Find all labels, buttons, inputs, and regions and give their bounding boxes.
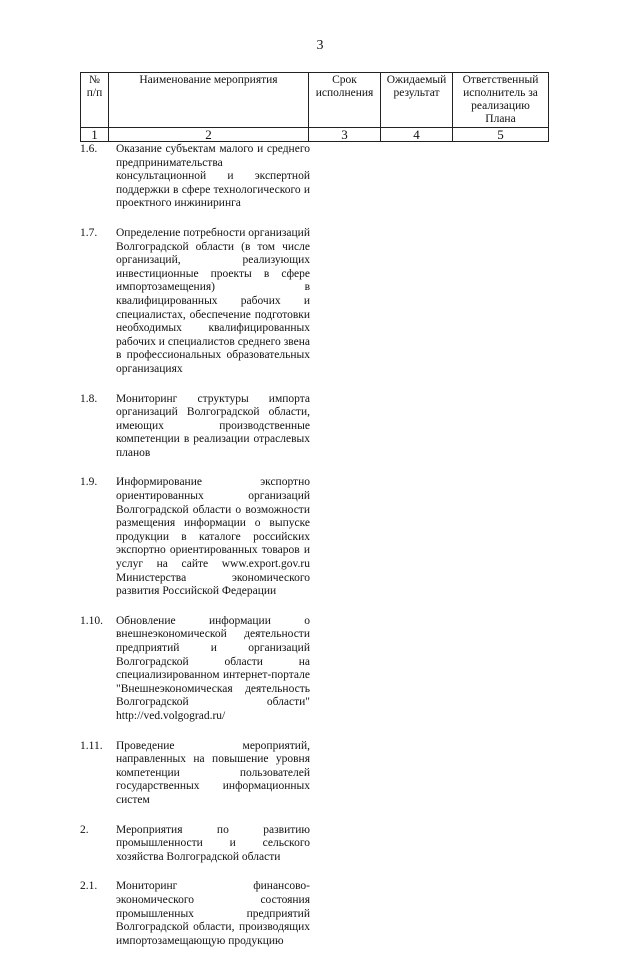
table-row bbox=[80, 824, 320, 865]
row-text: Информирование экспортно ориентированных организаций Волгоградской области о возможности размещения информации о выпуске продукции в каталоге российских экспортно ориентированных товаров и услуг на сайте www.export.gov.ru Министерства экономического развития Российской Федерации bbox=[116, 476, 310, 598]
header-col-responsible: Ответственный исполнитель за реализацию Плана bbox=[453, 73, 549, 128]
row-text: Мониторинг финансово-экономического состояния промышленных предприятий Волгоградской области, производящих импортозамещающую продукцию bbox=[116, 880, 310, 947]
table-row bbox=[80, 227, 320, 377]
header-col-term: Срок исполнения bbox=[309, 73, 381, 128]
header-row bbox=[81, 73, 549, 128]
header-col-name: Наименование мероприятия bbox=[109, 73, 309, 128]
plan-table-header bbox=[80, 72, 549, 142]
page-number: 3 bbox=[316, 38, 324, 53]
table-row bbox=[80, 143, 320, 211]
column-number: 4 bbox=[381, 128, 453, 142]
column-number-row bbox=[81, 128, 549, 142]
row-text: Мониторинг структуры импорта организаций Волгоградской области, имеющих производственные компетенции в реализации отраслевых планов bbox=[116, 392, 310, 459]
header-col-result: Ожидаемый результат bbox=[381, 73, 453, 128]
row-number: 1.8. bbox=[80, 392, 98, 405]
row-text: Оказание субъектам малого и среднего предпринимательства консультационной и экспертной поддержки в сфере технологического и проектного инжиниринга bbox=[116, 143, 310, 210]
header-col-num: № п/п bbox=[81, 73, 109, 128]
table-row bbox=[80, 740, 320, 808]
row-number: 1.9. bbox=[80, 476, 98, 489]
row-number: 1.7. bbox=[80, 226, 98, 239]
column-number: 1 bbox=[81, 128, 109, 142]
plan-rows bbox=[80, 143, 320, 964]
table-row bbox=[80, 393, 320, 461]
column-number: 5 bbox=[453, 128, 549, 142]
column-number: 3 bbox=[309, 128, 381, 142]
row-number: 1.11. bbox=[80, 739, 103, 752]
row-number: 2.1. bbox=[80, 880, 98, 893]
row-number: 2. bbox=[80, 823, 89, 836]
row-text: Определение потребности организаций Волгоградской области (в том числе организаций, реализующих инвестиционные проекты в сфере импортозамещения) в квалифицированных рабочих и специалистах, обеспечение подготовки необходимых квалифицированных рабочих и специалистов среднего звена в профессиональных образовательных организациях bbox=[116, 226, 310, 375]
table-row bbox=[80, 880, 320, 948]
table-row bbox=[80, 476, 320, 598]
table-row bbox=[80, 615, 320, 724]
row-text: Проведение мероприятий, направленных на повышение уровня компетенции пользователей государственных информационных систем bbox=[116, 739, 310, 806]
column-number: 2 bbox=[109, 128, 309, 142]
row-text: Обновление информации о внешнеэкономической деятельности предприятий и организаций Волгоградской области на специализированном интернет-портале "Внешнеэкономическая деятельность Волгоградской области" http://ved.volgograd.ru/ bbox=[116, 614, 310, 722]
row-text: Мероприятия по развитию промышленности и сельского хозяйства Волгоградской области bbox=[116, 823, 310, 863]
row-number: 1.6. bbox=[80, 143, 98, 155]
row-number: 1.10. bbox=[80, 614, 103, 627]
